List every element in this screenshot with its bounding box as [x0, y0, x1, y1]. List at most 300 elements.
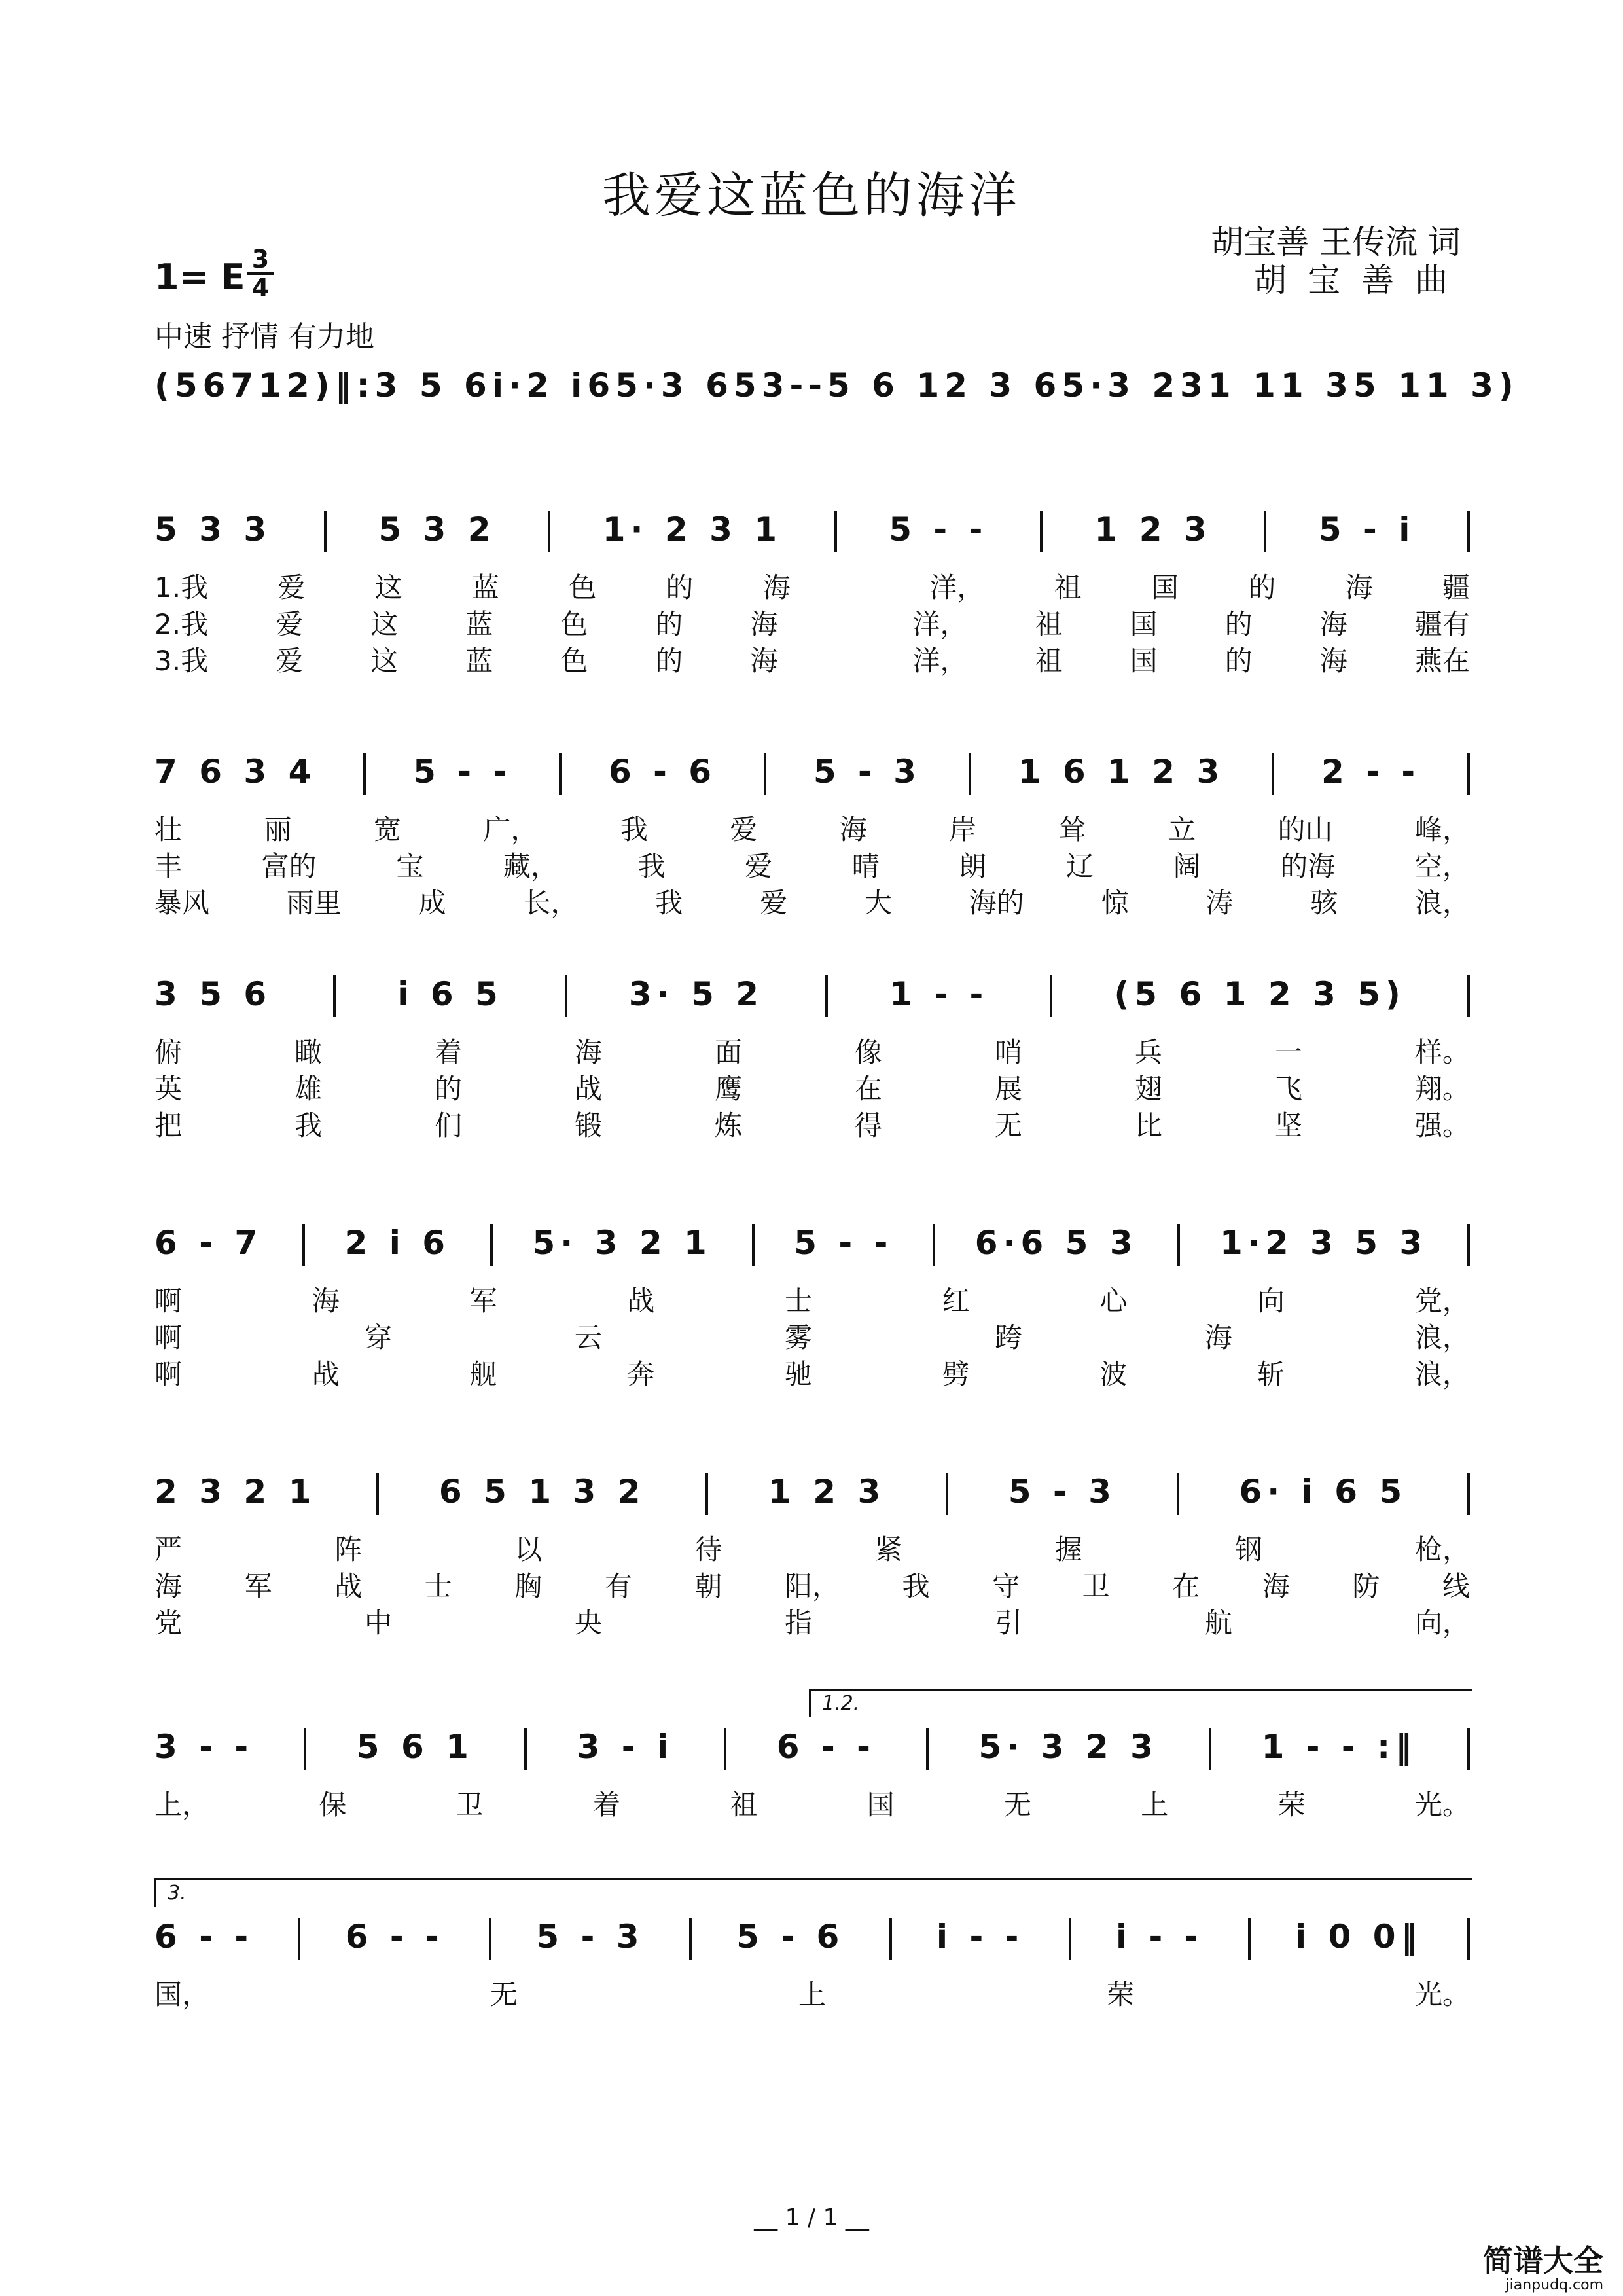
score-system [154, 975, 1470, 1141]
bar-line [752, 1224, 755, 1266]
lyric-word: 海 [750, 645, 778, 677]
lyric-word: 成 [418, 887, 446, 919]
lyric-word: 指 [784, 1607, 812, 1639]
lyric-word: 涛 [1205, 887, 1234, 919]
measure: 5· 3 2 1 [532, 1224, 712, 1262]
bar-line [1467, 1918, 1470, 1960]
bar-line [363, 753, 366, 795]
lyric-word: 士 [784, 1285, 812, 1317]
lyric-word: 保 [319, 1789, 347, 1821]
lyric-word: 国 [1130, 608, 1158, 640]
measure: 6·6 5 3 [974, 1224, 1138, 1262]
lyric-word: 1.我 [154, 571, 209, 603]
lyric-word: 爱 [745, 850, 773, 882]
lyric-word: 洋， [912, 645, 968, 677]
lyric-word: 海 [839, 814, 867, 846]
measure: 5 - i [1318, 511, 1416, 548]
lyric-word: 爱 [276, 645, 304, 677]
volta-label: 3. [168, 1882, 187, 1905]
measure: 7 6 3 4 [154, 753, 317, 791]
lyric-word: 国 [866, 1789, 895, 1821]
lyric-word: 荣 [1277, 1789, 1306, 1821]
lyric-line [154, 1067, 1470, 1107]
lyric-word: 蓝 [465, 645, 493, 677]
measure: 1 2 3 [1094, 511, 1212, 548]
measure: 5 3 3 [154, 511, 272, 548]
measure: 6 5 1 3 2 [438, 1473, 646, 1511]
measure: 6 - - [345, 1918, 444, 1956]
bar-line [1467, 511, 1470, 552]
measure: 5· 3 2 3 [978, 1728, 1158, 1766]
measure: 5 6 1 [827, 367, 945, 404]
lyric-word: 暴风 [154, 887, 210, 919]
lyric-word: 军 [244, 1570, 272, 1602]
bar-line [1069, 1918, 1071, 1960]
lyric-word: 波 [1099, 1358, 1128, 1390]
bar-line [524, 1728, 527, 1770]
lyric-word: 广， [483, 814, 539, 846]
lyric-word: 坚 [1274, 1109, 1302, 1141]
bar-line [1272, 753, 1274, 795]
measure: 5·3 23 [1061, 367, 1208, 404]
bar-line [548, 511, 550, 552]
bar-line [1467, 753, 1470, 795]
bar-line [1467, 1728, 1470, 1770]
lyric-word: 3.我 [154, 645, 209, 677]
bar-line [324, 511, 327, 552]
lyric-word: 海 [574, 1036, 602, 1068]
notes-line [154, 975, 1470, 1017]
lyric-word: 阵 [334, 1534, 363, 1566]
lyric-line [154, 603, 1470, 642]
lyric-word: 荣 [1106, 1979, 1134, 2011]
bar-line [1177, 1473, 1179, 1515]
lyric-word: 雾 [784, 1321, 812, 1354]
lyric-word: 大 [864, 887, 892, 919]
lyricist-credit: 胡宝善 王传流 词 [1211, 223, 1461, 261]
lyric-word: 啊 [154, 1285, 183, 1317]
lyric-word: 的山 [1277, 814, 1333, 846]
lyric-word: 战 [627, 1285, 655, 1317]
measure: 1 2 3 [768, 1473, 886, 1511]
lyric-word: 以 [514, 1534, 543, 1566]
lyric-word: 云 [574, 1321, 602, 1354]
bar-line [302, 1224, 305, 1266]
lyric-word: 英 [154, 1073, 183, 1105]
measure: 5 - - [794, 1224, 893, 1262]
lyric-word: 祖 [1035, 645, 1063, 677]
composer-credit: 胡宝善曲 [1254, 261, 1469, 299]
measure: 6 - - [154, 1918, 254, 1956]
bar-line [1050, 975, 1052, 1017]
lyric-word: 航 [1204, 1607, 1232, 1639]
bar-line [376, 1473, 379, 1515]
lyric-word: 阔 [1173, 850, 1201, 882]
lyric-word: 舰 [469, 1358, 497, 1390]
bar-line [969, 753, 971, 795]
lyric-word: 海 [1319, 645, 1347, 677]
lyric-word: 洋， [912, 608, 968, 640]
measure: 3 5 6 [154, 975, 272, 1013]
measure: 1· 2 3 1 [602, 511, 783, 548]
bar-line [559, 753, 562, 795]
lyric-word: 守 [992, 1570, 1020, 1602]
lyric-word: 的 [1224, 608, 1253, 640]
measure: 3 - - [154, 1728, 254, 1766]
lyric-word: 劈 [942, 1358, 970, 1390]
measure: 6· i 6 5 [1239, 1473, 1408, 1511]
lyric-word: 耸 [1058, 814, 1086, 846]
lyric-word: 朝 [694, 1570, 722, 1602]
lyric-word: 战 [334, 1570, 363, 1602]
bar-line [926, 1728, 929, 1770]
measure: 1 - - :‖ [1261, 1728, 1418, 1766]
lyric-word: 阳， [784, 1570, 840, 1602]
notes-line [154, 1224, 1470, 1266]
measure: 5 - - [413, 753, 512, 791]
lyric-word: 的 [434, 1073, 462, 1105]
lyric-word: 立 [1168, 814, 1196, 846]
lyric-word: 海 [750, 608, 778, 640]
brand-logo-text: 简谱大全 [1483, 2243, 1603, 2278]
lyric-word: 海 [1319, 608, 1347, 640]
lyric-word: 哨 [994, 1036, 1022, 1068]
lyric-word: 跨 [994, 1321, 1022, 1354]
measure: 5 3 2 [378, 511, 496, 548]
lyric-word: 这 [370, 645, 399, 677]
measure: 5 - 3 [1008, 1473, 1116, 1511]
bar-line [834, 511, 837, 552]
bar-line [1467, 1224, 1470, 1266]
lyric-word: 海的 [969, 887, 1024, 919]
lyric-word: 辽 [1066, 850, 1094, 882]
lyric-word: 空， [1414, 850, 1470, 882]
lyric-word: 锻 [574, 1109, 602, 1141]
lyric-word: 蓝 [471, 571, 499, 603]
measure: 5 11 3) [1353, 367, 1519, 404]
lyric-word: 藏， [503, 850, 558, 882]
volta-label: 1.2. [822, 1692, 860, 1715]
measure: i·2 i6 [491, 367, 616, 404]
lyric-word: 战 [312, 1358, 340, 1390]
bar-line [304, 1728, 306, 1770]
measure: i - - [1115, 1918, 1204, 1956]
lyric-word: 啊 [154, 1321, 183, 1354]
notes-line [154, 1918, 1470, 1960]
lyric-word: 的 [655, 645, 683, 677]
bar-line [1248, 1918, 1251, 1960]
lyric-word: 这 [374, 571, 402, 603]
score-system [154, 753, 1470, 919]
lyric-line [154, 1973, 1470, 2013]
score-system [154, 1692, 1470, 1821]
bar-line [1467, 1473, 1470, 1515]
bar-line [1177, 1224, 1180, 1266]
lyric-word: 防 [1352, 1570, 1380, 1602]
time-signature [247, 247, 274, 300]
lyric-word: 峰， [1414, 814, 1470, 846]
lyric-word: 俯 [154, 1036, 183, 1068]
meter-bottom: 4 [251, 274, 270, 302]
lyric-word: 我 [294, 1109, 322, 1141]
lyric-word: 丰 [154, 850, 183, 882]
bar-line [1040, 511, 1043, 552]
measure: ‖:3 5 6 [334, 367, 492, 404]
measure: 5 - 3 [813, 753, 921, 791]
lyric-word: 光。 [1414, 1789, 1470, 1821]
lyric-word: 比 [1134, 1109, 1162, 1141]
measure: 5 - 3 [536, 1918, 645, 1956]
lyric-line [154, 1528, 1470, 1568]
lyric-word: 爱 [730, 814, 758, 846]
lyric-word: 浪， [1414, 1358, 1470, 1390]
lyric-word: 穿 [364, 1321, 392, 1354]
measure: i 0 0‖ [1295, 1918, 1423, 1956]
lyric-word: 在 [854, 1073, 882, 1105]
lyric-word: 军 [469, 1285, 497, 1317]
lyric-word: 疆 [1442, 571, 1470, 603]
lyric-word: 岸 [949, 814, 977, 846]
bar-line [489, 1918, 491, 1960]
lyric-line [154, 1104, 1470, 1143]
lyric-line [154, 882, 1470, 921]
lyric-word: 样。 [1414, 1036, 1470, 1068]
lyric-word: 向， [1414, 1607, 1470, 1639]
lyric-word: 我 [637, 850, 666, 882]
lyric-word: 无 [490, 1979, 518, 2011]
lyric-word: 海 [1262, 1570, 1290, 1602]
measure: 1 6 1 2 3 [1018, 753, 1225, 791]
lyric-word: 的海 [1280, 850, 1336, 882]
lyric-word: 钢 [1234, 1534, 1262, 1566]
lyric-line [154, 1784, 1470, 1823]
lyric-word: 无 [1003, 1789, 1031, 1821]
measure: 3-- [761, 367, 827, 404]
measure: 1 11 3 [1207, 367, 1353, 404]
lyric-line [154, 845, 1470, 884]
lyric-word: 线 [1442, 1570, 1470, 1602]
lyric-word: 爱 [277, 571, 306, 603]
lyric-word: 向 [1257, 1285, 1285, 1317]
bar-line [1264, 511, 1266, 552]
lyric-line [154, 1031, 1470, 1070]
brand-url: jianpudq.com [1505, 2277, 1603, 2293]
lyric-word: 的 [655, 608, 683, 640]
lyric-word: 鹰 [714, 1073, 742, 1105]
measure: 5 - - [889, 511, 988, 548]
lyric-word: 翔。 [1414, 1073, 1470, 1105]
lyric-line [154, 1353, 1470, 1392]
lyric-word: 面 [714, 1036, 742, 1068]
lyric-word: 色 [560, 608, 588, 640]
tempo-marking: 中速 抒情 有力地 [154, 320, 374, 353]
lyric-word: 海 [762, 571, 791, 603]
lyric-word: 我 [902, 1570, 930, 1602]
lyric-word: 雨里 [286, 887, 342, 919]
score-system [154, 1882, 1470, 2011]
lyric-word: 祖 [730, 1789, 758, 1821]
lyric-word: 壮 [154, 814, 183, 846]
notes-line [154, 753, 1470, 795]
lyric-word: 丽 [264, 814, 292, 846]
measure: (5 6 1 2 3 5) [1114, 975, 1406, 1013]
lyric-word: 紧 [874, 1534, 902, 1566]
lyric-word: 央 [574, 1607, 602, 1639]
measure: 5 - 6 [736, 1918, 845, 1956]
measure: 3 - i [577, 1728, 674, 1766]
key-signature: 1= E [154, 257, 245, 298]
lyric-word: 强。 [1414, 1109, 1470, 1141]
lyric-word: 在 [1172, 1570, 1200, 1602]
lyric-word: 战 [574, 1073, 602, 1105]
bar-line [333, 975, 336, 1017]
notes-line [154, 367, 1519, 408]
score-system [154, 1224, 1470, 1390]
measure: 6 - 6 [608, 753, 717, 791]
measure: 2 i 6 [344, 1224, 451, 1262]
lyric-word: 展 [994, 1073, 1022, 1105]
lyric-word: 的 [1248, 571, 1276, 603]
bar-line [705, 1473, 708, 1515]
lyric-word: 党， [1414, 1285, 1470, 1317]
lyric-word: 党 [154, 1607, 183, 1639]
lyric-word: 上 [1141, 1789, 1169, 1821]
lyric-word: 海 [1204, 1321, 1232, 1354]
measure: 1·2 3 5 3 [1220, 1224, 1428, 1262]
lyric-word: 我 [620, 814, 648, 846]
lyric-word: 的 [666, 571, 694, 603]
lyric-word: 红 [942, 1285, 970, 1317]
bar-line [889, 1918, 892, 1960]
lyric-word: 得 [854, 1109, 882, 1141]
lyric-line [154, 1316, 1470, 1355]
lyric-word: 宽 [373, 814, 401, 846]
lyric-word: 飞 [1274, 1073, 1302, 1105]
lyric-word: 惊 [1101, 887, 1129, 919]
score-system [154, 1473, 1470, 1639]
lyric-word: 卫 [455, 1789, 484, 1821]
lyric-word: 晴 [851, 850, 880, 882]
lyric-word: 心 [1099, 1285, 1128, 1317]
lyric-word: 光。 [1414, 1979, 1470, 2011]
lyric-word: 国， [154, 1979, 210, 2011]
lyric-word: 无 [994, 1109, 1022, 1141]
notes-line [154, 511, 1470, 552]
measure: i 6 5 [397, 975, 503, 1013]
bar-line [298, 1918, 300, 1960]
lyric-word: 胸 [514, 1570, 543, 1602]
lyric-word: 蓝 [465, 608, 493, 640]
lyric-line [154, 1565, 1470, 1604]
lyric-line [154, 1602, 1470, 1641]
lyric-word: 我 [655, 887, 683, 919]
lyric-word: 2.我 [154, 608, 209, 640]
lyric-word: 国 [1151, 571, 1179, 603]
lyric-word: 的 [1224, 645, 1253, 677]
lyric-word: 奔 [627, 1358, 655, 1390]
lyric-word: 像 [854, 1036, 882, 1068]
measure: (56712) [154, 367, 335, 404]
lyric-word: 斩 [1257, 1358, 1285, 1390]
measure: 3· 5 2 [628, 975, 764, 1013]
meter-top: 3 [251, 245, 270, 274]
measure: i - - [936, 1918, 1024, 1956]
lyric-word: 把 [154, 1109, 183, 1141]
lyric-word: 雄 [294, 1073, 322, 1105]
score-system [154, 511, 1470, 677]
lyric-word: 兵 [1134, 1036, 1162, 1068]
bar-line [490, 1224, 493, 1266]
lyric-word: 疆有 [1414, 608, 1470, 640]
bar-line [565, 975, 567, 1017]
lyric-word: 富的 [261, 850, 317, 882]
lyric-word: 着 [434, 1036, 462, 1068]
measure: 5·3 65 [615, 367, 762, 404]
lyric-line [154, 808, 1470, 848]
volta-bracket [154, 1878, 1472, 1907]
measure: 2 3 2 1 [154, 1473, 317, 1511]
measure: 2 3 6 [944, 367, 1062, 404]
lyric-word: 士 [424, 1570, 452, 1602]
volta-bracket [809, 1689, 1472, 1717]
lyric-line [154, 566, 1470, 605]
measure: 2 - - [1321, 753, 1421, 791]
lyric-word: 上， [154, 1789, 210, 1821]
lyric-word: 们 [434, 1109, 462, 1141]
notes-line [154, 1473, 1470, 1515]
lyric-word: 这 [370, 608, 399, 640]
bar-line [764, 753, 766, 795]
lyric-word: 浪， [1414, 887, 1470, 919]
lyric-word: 引 [994, 1607, 1022, 1639]
measure: 6 - - [776, 1728, 876, 1766]
page-title: 我爱这蓝色的海洋 [602, 168, 1021, 224]
bar-line [1467, 975, 1470, 1017]
lyric-line [154, 639, 1470, 679]
lyric-word: 海 [1345, 571, 1373, 603]
lyric-word: 海 [312, 1285, 340, 1317]
lyric-word: 浪， [1414, 1321, 1470, 1354]
lyric-word: 枪， [1414, 1534, 1470, 1566]
lyric-word: 燕在 [1414, 645, 1470, 677]
score-system [154, 367, 1519, 432]
bar-line [724, 1728, 726, 1770]
lyric-word: 炼 [714, 1109, 742, 1141]
lyric-word: 国 [1130, 645, 1158, 677]
bar-line [933, 1224, 935, 1266]
bar-line [1209, 1728, 1211, 1770]
lyric-word: 瞰 [294, 1036, 322, 1068]
lyric-word: 爱 [760, 887, 788, 919]
bar-line [825, 975, 828, 1017]
lyric-word: 祖 [1054, 571, 1082, 603]
lyric-word: 爱 [276, 608, 304, 640]
bar-line [689, 1918, 692, 1960]
lyric-word: 啊 [154, 1358, 183, 1390]
lyric-word: 翅 [1134, 1073, 1162, 1105]
lyric-word: 骇 [1310, 887, 1338, 919]
lyric-word: 待 [694, 1534, 722, 1566]
lyric-word: 祖 [1035, 608, 1063, 640]
lyric-word: 中 [364, 1607, 392, 1639]
lyric-word: 卫 [1082, 1570, 1110, 1602]
notes-line [154, 1728, 1470, 1770]
lyric-word: 色 [560, 645, 588, 677]
bar-line [946, 1473, 948, 1515]
page-number: __ 1 / 1 __ [754, 2204, 869, 2231]
lyric-word: 朗 [959, 850, 987, 882]
measure: 5 6 1 [356, 1728, 474, 1766]
